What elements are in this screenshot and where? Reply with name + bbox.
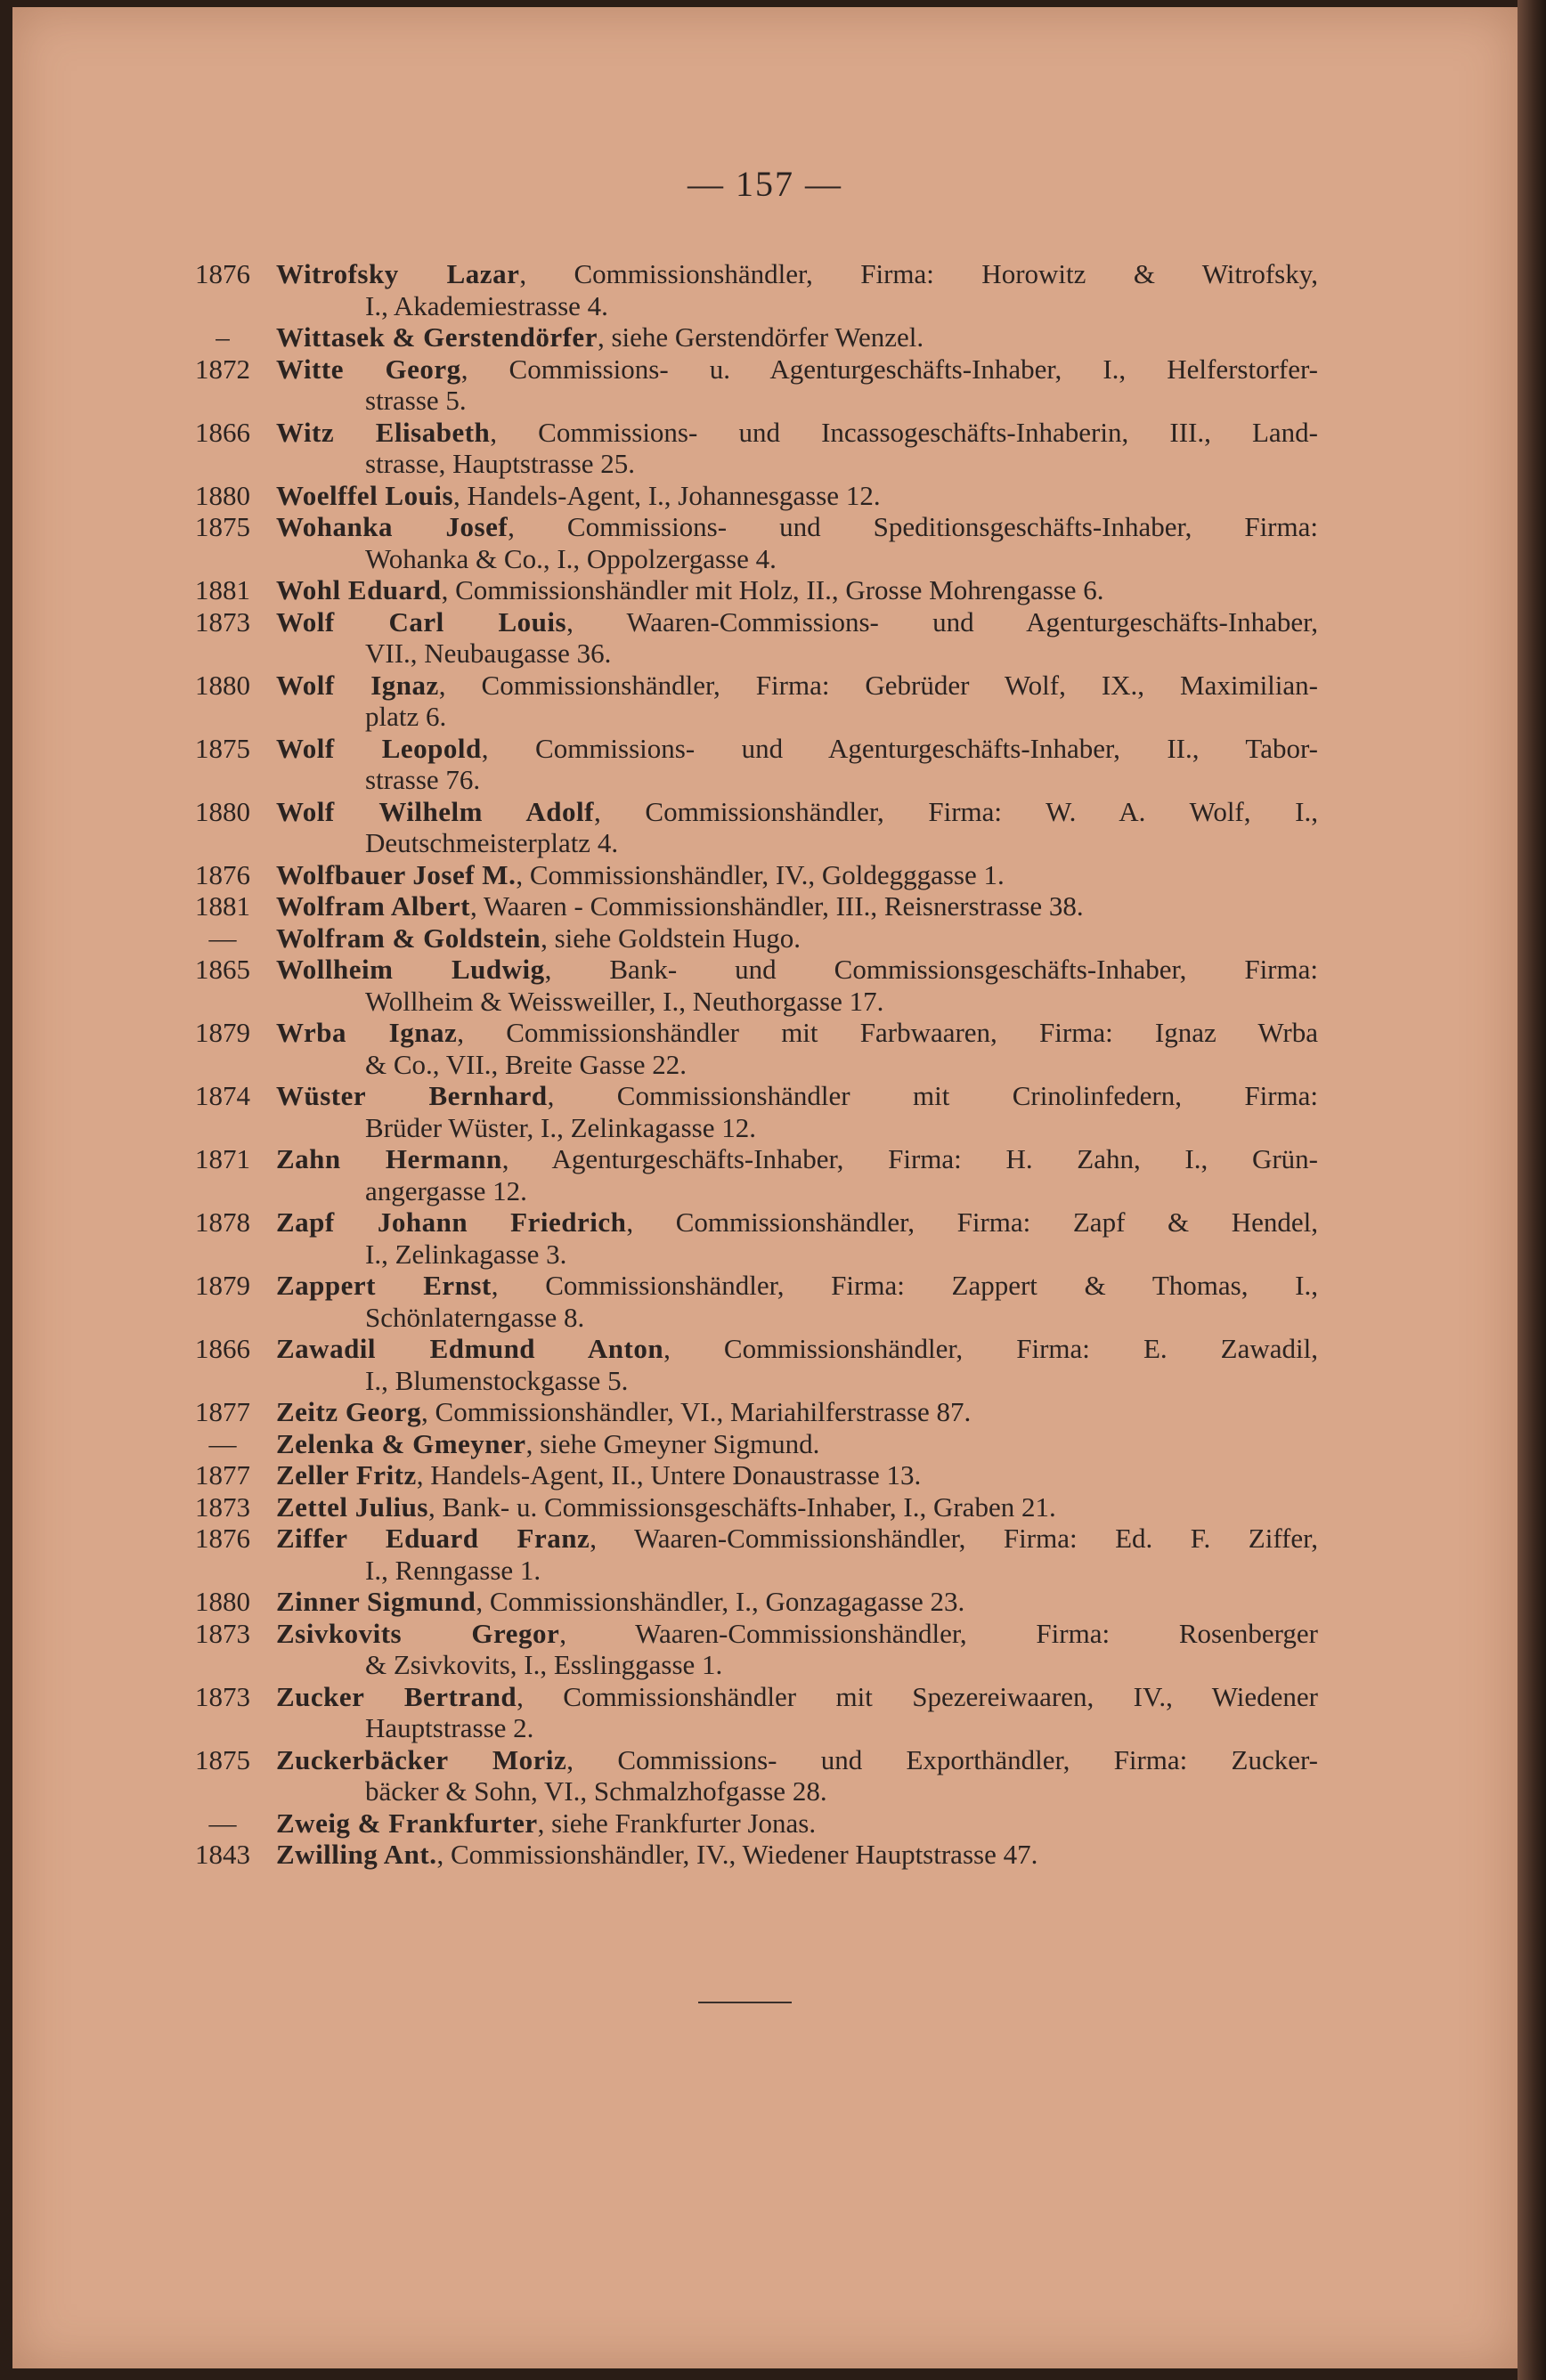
entry-description: , Commissions- und Incassogeschäfts-Inhaberin, III., Land- — [490, 416, 1318, 448]
entry-text — [276, 1333, 1318, 1396]
directory-entry — [169, 670, 1318, 733]
entry-name: Zapf Johann Friedrich — [276, 1206, 627, 1238]
entry-name: Ziffer Eduard Franz — [276, 1523, 590, 1554]
entry-year: 1880 — [195, 1586, 250, 1617]
entry-year: 1875 — [195, 732, 250, 764]
entry-description: , Handels-Agent, II., Untere Donaustrasse 13. — [416, 1459, 922, 1491]
entry-year: 1881 — [195, 890, 250, 922]
directory-entry — [169, 606, 1318, 670]
entry-name: Zelenka & Gmeyner — [276, 1427, 526, 1459]
entry-text — [276, 1618, 1318, 1681]
entry-name: Wrba Ignaz — [276, 1017, 458, 1048]
entry-text — [276, 1270, 1318, 1333]
entry-year: 1874 — [195, 1080, 250, 1111]
entry-text — [276, 574, 1318, 606]
entry-name: Zappert Ernst — [276, 1270, 492, 1301]
entry-text — [276, 1839, 1318, 1871]
entry-text — [276, 511, 1318, 574]
entry-text — [276, 1586, 1318, 1618]
entry-year: 1876 — [195, 1523, 250, 1554]
directory-entry — [169, 1459, 1318, 1491]
entry-description: , Agenturgeschäfts-Inhaber, Firma: H. Zahn, I., Grün- — [501, 1143, 1318, 1174]
directory-entry — [169, 1080, 1318, 1143]
directory-entry — [169, 1270, 1318, 1333]
directory-entry — [169, 1523, 1318, 1586]
entry-text — [276, 1396, 1318, 1428]
entry-description: , Commissions- und Agenturgeschäfts-Inhaber, II., Tabor- — [481, 732, 1318, 764]
entry-name: Zuckerbäcker Moriz — [276, 1743, 567, 1775]
entry-name: Zeller Fritz — [276, 1459, 417, 1491]
entry-description: , Commissionshändler mit Farbwaaren, Firma: Ignaz Wrba — [457, 1017, 1319, 1048]
entry-year: 1873 — [195, 605, 250, 638]
directory-entry — [169, 1839, 1318, 1871]
entry-year: 1879 — [195, 1017, 250, 1048]
entry-year: 1880 — [195, 669, 250, 701]
entry-description: , Waaren-Commissions- und Agenturgeschäfts-Inhaber, — [566, 605, 1318, 638]
entry-name: Wolf Wilhelm Adolf — [276, 795, 594, 827]
entry-continuation: I., Renngasse 1. — [365, 1554, 541, 1586]
entry-description: , siehe Frankfurter Jonas. — [537, 1807, 817, 1839]
directory-entry — [169, 258, 1318, 321]
entry-description: , Waaren - Commissionshändler, III., Reisnerstrasse 38. — [469, 890, 1084, 922]
entry-description: , siehe Goldstein Hugo. — [541, 922, 801, 954]
entry-name: Witrofsky Lazar — [276, 258, 520, 289]
entry-year: 1873 — [195, 1680, 250, 1712]
entry-description: , Waaren-Commissionshändler, Firma: Ed. F. Ziffer, — [590, 1523, 1318, 1554]
entry-name: Witz Elisabeth — [276, 416, 491, 448]
entry-text — [276, 1807, 1318, 1840]
entry-description: , siehe Gmeyner Sigmund. — [525, 1427, 820, 1459]
entry-name: Woelffel Louis — [276, 479, 454, 511]
entry-year: 1877 — [195, 1459, 250, 1491]
entry-description: , Commissions- u. Agenturgeschäfts-Inhaber, I., Helferstorfer- — [460, 353, 1319, 385]
entry-name: Wolf Ignaz — [276, 669, 439, 701]
entry-description: , Commissionshändler, Firma: Gebrüder Wolf, IX., Maximilian- — [438, 669, 1318, 701]
entry-year: 1881 — [195, 574, 250, 605]
entry-text — [276, 480, 1318, 512]
entry-name: Zettel Julius — [276, 1491, 428, 1523]
entry-text — [276, 890, 1318, 922]
entry-name: Wüster Bernhard — [276, 1080, 548, 1111]
entry-name: Wittasek & Gerstendörfer — [276, 321, 598, 353]
entry-name: Zucker Bertrand — [276, 1680, 517, 1712]
directory-entry — [169, 1206, 1318, 1270]
entry-name: Wolf Carl Louis — [276, 605, 567, 638]
entry-text — [276, 417, 1318, 480]
entry-text — [276, 1523, 1318, 1586]
entry-year: 1865 — [195, 954, 250, 985]
entry-description: , Commissionshändler mit Holz, II., Grosse Mohrengasse 6. — [441, 574, 1104, 605]
directory-entry — [169, 1428, 1318, 1460]
directory-entry — [169, 1744, 1318, 1807]
directory-entry — [169, 859, 1318, 891]
entry-year: 1875 — [195, 1743, 250, 1775]
entry-name: Zeitz Georg — [276, 1396, 422, 1427]
entry-text — [276, 606, 1318, 670]
directory-entry — [169, 1586, 1318, 1618]
entry-description: , Commissionshändler mit Crinolinfedern, Firma: — [547, 1080, 1318, 1111]
entry-description: , Commissionshändler, IV., Goldegggasse 1. — [516, 858, 1005, 890]
entry-description: , Bank- u. Commissionsgeschäfts-Inhaber, I., Graben 21. — [427, 1491, 1056, 1523]
entry-continuation: angergasse 12. — [365, 1174, 527, 1206]
entry-name: Zinner Sigmund — [276, 1586, 476, 1617]
entry-name: Wolfram Albert — [276, 890, 470, 922]
entry-text — [276, 954, 1318, 1017]
book-page — [12, 7, 1518, 2368]
entry-description: , Commissionshändler, VI., Mariahilferstrasse 87. — [421, 1396, 972, 1427]
entry-name: Wolfram & Goldstein — [276, 922, 541, 954]
entry-year: 1866 — [195, 1333, 250, 1364]
directory-entry — [169, 574, 1318, 606]
directory-entry — [169, 1681, 1318, 1744]
entry-year: — — [208, 1427, 237, 1459]
entry-description: , siehe Gerstendörfer Wenzel. — [597, 321, 924, 353]
entry-year: 1872 — [195, 353, 250, 385]
entry-year: 1875 — [195, 511, 250, 542]
entry-text — [276, 1459, 1318, 1491]
entry-year: 1878 — [195, 1206, 250, 1238]
entry-name: Wollheim Ludwig — [276, 954, 545, 985]
end-rule — [698, 2002, 792, 2003]
directory-entry — [169, 480, 1318, 512]
directory-entry — [169, 733, 1318, 796]
directory-entry — [169, 417, 1318, 480]
entry-description: , Waaren-Commissionshändler, Firma: Rosenberger — [559, 1617, 1318, 1649]
entry-continuation: strasse 76. — [365, 764, 481, 795]
entry-text — [276, 1491, 1318, 1523]
entry-year: 1873 — [195, 1617, 250, 1649]
entry-continuation: I., Akademiestrasse 4. — [365, 289, 608, 321]
entry-description: , Commissionshändler, Firma: Zapf & Hendel, — [626, 1206, 1318, 1238]
directory-entry — [169, 954, 1318, 1017]
entry-continuation: Brüder Wüster, I., Zelinkagasse 12. — [365, 1111, 756, 1143]
directory-entry — [169, 1807, 1318, 1840]
directory-entry — [169, 353, 1318, 417]
entry-year: 1876 — [195, 258, 250, 289]
entry-text — [276, 922, 1318, 954]
entry-continuation: Wollheim & Weissweiller, I., Neuthorgasse 17. — [365, 985, 884, 1017]
entry-continuation: & Zsivkovits, I., Esslinggasse 1. — [365, 1649, 723, 1680]
entry-name: Zawadil Edmund Anton — [276, 1333, 664, 1364]
page-number: — 157 — — [688, 164, 842, 204]
entry-year: 1871 — [195, 1143, 250, 1174]
directory-entry — [169, 1618, 1318, 1681]
entry-continuation: & Co., VII., Breite Gasse 22. — [365, 1048, 688, 1080]
entry-year: 1843 — [195, 1839, 250, 1870]
directory-entry — [169, 321, 1318, 353]
entry-continuation: platz 6. — [365, 701, 447, 732]
entry-description: , Commissionshändler, Firma: E. Zawadil, — [663, 1333, 1319, 1364]
entry-year: 1873 — [195, 1491, 250, 1523]
entry-name: Zsivkovits Gregor — [276, 1617, 560, 1649]
entry-description: , Commissionshändler mit Spezereiwaaren, IV., Wiedener — [517, 1680, 1318, 1712]
entry-continuation: Hauptstrasse 2. — [365, 1712, 534, 1743]
entry-year: 1866 — [195, 416, 250, 448]
entry-text — [276, 1206, 1318, 1270]
entry-text — [276, 733, 1318, 796]
entry-description: , Commissionshändler, Firma: Horowitz & Witrofsky, — [519, 258, 1318, 289]
entry-text — [276, 1143, 1318, 1206]
entry-continuation: VII., Neubaugasse 36. — [365, 638, 612, 669]
entry-text — [276, 258, 1318, 321]
entry-description: , Bank- und Commissionsgeschäfts-Inhaber, Firma: — [544, 954, 1318, 985]
entry-description: , Commissions- und Speditionsgeschäfts-Inhaber, Firma: — [508, 511, 1318, 542]
entry-description: , Commissionshändler, Firma: W. A. Wolf, I., — [593, 795, 1319, 827]
entry-text — [276, 1080, 1318, 1143]
entry-continuation: Schönlaterngasse 8. — [365, 1301, 585, 1333]
directory-entry — [169, 1017, 1318, 1080]
entry-description: , Commissions- und Exporthändler, Firma: Zucker- — [566, 1743, 1318, 1775]
directory-entry — [169, 890, 1318, 922]
directory-entry — [169, 796, 1318, 859]
entry-description: , Commissionshändler, I., Gonzagagasse 23. — [476, 1586, 965, 1617]
entry-year: — — [208, 1807, 237, 1839]
entry-year: – — [216, 321, 230, 353]
directory-entry — [169, 1491, 1318, 1523]
entry-name: Wohl Eduard — [276, 574, 442, 605]
entry-text — [276, 1744, 1318, 1807]
directory-entry — [169, 511, 1318, 574]
entry-text — [276, 859, 1318, 891]
entry-year: 1880 — [195, 479, 250, 511]
entry-description: , Commissionshändler, Firma: Zappert & Thomas, I., — [491, 1270, 1318, 1301]
entry-description: , Handels-Agent, I., Johannesgasse 12. — [453, 479, 881, 511]
entry-text — [276, 321, 1318, 353]
entry-name: Wolfbauer Josef M. — [276, 858, 517, 890]
entry-name: Zweig & Frankfurter — [276, 1807, 538, 1839]
entry-year: 1879 — [195, 1270, 250, 1301]
entry-continuation: strasse 5. — [365, 385, 467, 416]
entry-continuation: I., Zelinkagasse 3. — [365, 1238, 567, 1270]
entry-text — [276, 1017, 1318, 1080]
directory-entry — [169, 1333, 1318, 1396]
entry-continuation: Deutschmeisterplatz 4. — [365, 827, 619, 858]
entry-year: — — [208, 922, 237, 954]
entry-text — [276, 670, 1318, 733]
book-binding — [1518, 0, 1546, 2380]
entry-continuation: strasse, Hauptstrasse 25. — [365, 448, 636, 479]
entry-text — [276, 1681, 1318, 1744]
entry-name: Witte Georg — [276, 353, 461, 385]
entry-name: Wolf Leopold — [276, 732, 482, 764]
entry-description: , Commissionshändler, IV., Wiedener Hauptstrasse 47. — [436, 1839, 1038, 1870]
directory-entry — [169, 922, 1318, 954]
entry-name: Zwilling Ant. — [276, 1839, 437, 1870]
entry-text — [276, 353, 1318, 417]
entry-year: 1880 — [195, 795, 250, 827]
entry-name: Zahn Hermann — [276, 1143, 502, 1174]
directory-entries — [169, 258, 1318, 1871]
entry-year: 1876 — [195, 858, 250, 890]
entry-text — [276, 1428, 1318, 1460]
entry-year: 1877 — [195, 1396, 250, 1427]
entry-continuation: I., Blumenstockgasse 5. — [365, 1364, 629, 1396]
directory-entry — [169, 1143, 1318, 1206]
entry-continuation: bäcker & Sohn, VI., Schmalzhofgasse 28. — [365, 1775, 827, 1807]
entry-name: Wohanka Josef — [276, 511, 509, 542]
entry-text — [276, 796, 1318, 859]
entry-continuation: Wohanka & Co., I., Oppolzergasse 4. — [365, 542, 777, 574]
directory-entry — [169, 1396, 1318, 1428]
